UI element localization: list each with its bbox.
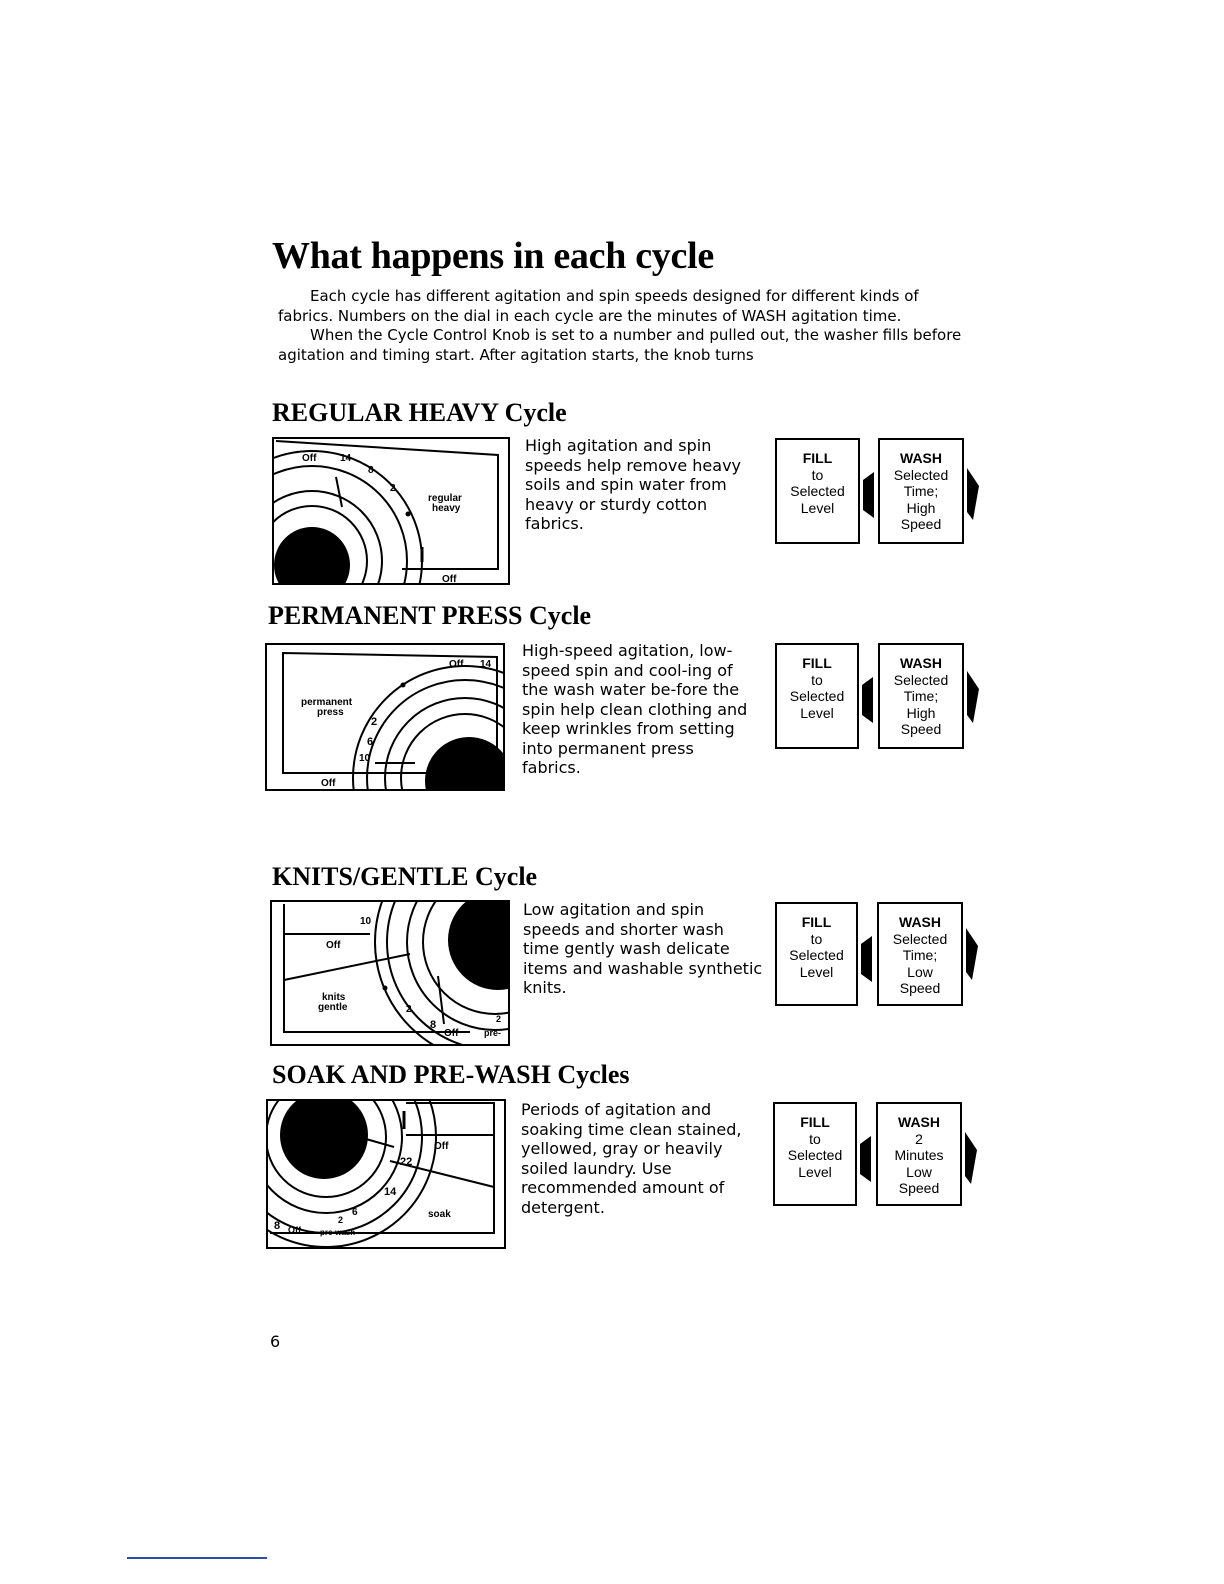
dial-label-2: 2 (338, 1215, 344, 1225)
regular-heavy-heading: REGULAR HEAVY Cycle (272, 398, 567, 427)
arrow-right-icon (965, 671, 981, 723)
fill-step-box: FILL to Selected Level (775, 902, 858, 1006)
dial-label-off: Off (326, 940, 341, 951)
soak-prewash-description: Periods of agitation and soaking time clean stained, yellowed, gray or heavily soiled laundry. Use recommended amount of detergent. (521, 1100, 742, 1217)
soak-prewash-heading: SOAK AND PRE-WASH Cycles (272, 1060, 630, 1089)
intro-paragraph-1: Each cycle has different agitation and spin speeds designed for different kinds of fabrics. Numbers on the dial in each cycle are the minutes of WASH agitation time. (278, 287, 919, 325)
dial-label-pre: pre- (484, 1028, 502, 1038)
dial-label-14: 14 (480, 659, 492, 670)
dial-label-2: 2 (390, 483, 396, 494)
dial-label-8: 8 (368, 465, 374, 476)
dial-label-off-top: Off (449, 659, 464, 670)
dial-label-10: 10 (360, 916, 372, 927)
dial-label-off: Off (434, 1141, 449, 1152)
dial-label-press: press (317, 707, 344, 718)
dial-label-regular: regular (428, 493, 462, 504)
arrow-right-icon (965, 468, 981, 520)
arrow-right-icon (860, 677, 876, 723)
wash-step-box: WASH Selected Time; High Speed (878, 643, 964, 749)
dial-label-heavy: heavy (432, 503, 461, 514)
dial-label-prewash: pre-wash (320, 1228, 356, 1237)
permanent-press-heading: PERMANENT PRESS Cycle (268, 601, 592, 630)
arrow-right-icon (964, 928, 980, 980)
fill-step-box: FILL to Selected Level (775, 643, 859, 749)
permanent-press-description: High-speed agitation, low-speed spin and cool-ing of the wash water be-fore the spin help clean clothing and keep wrinkles from setting into permanent press fabrics. (522, 641, 748, 777)
dial-label-soak: soak (428, 1209, 451, 1220)
dial-label-permanent: permanent (301, 697, 353, 708)
wash-step-box: WASH Selected Time; High Speed (878, 438, 964, 544)
dial-label-14: 14 (340, 453, 352, 464)
dial-label-knits: knits (322, 992, 346, 1003)
regular-heavy-description: High agitation and spin speeds help remove heavy soils and spin water from heavy or sturdy cotton fabrics. (525, 436, 741, 533)
dial-label-2: 2 (371, 716, 378, 728)
page-number: 6 (270, 1332, 281, 1351)
dial-label-gentle: gentle (318, 1002, 348, 1013)
dial-label-6: 6 (367, 736, 374, 748)
knits-gentle-dial-illustration (270, 900, 510, 1046)
arrow-right-icon (861, 472, 877, 518)
regular-heavy-dial-illustration (272, 437, 510, 585)
permanent-press-dial-illustration (265, 643, 505, 791)
arrow-right-icon (963, 1132, 979, 1184)
dial-label-14: 14 (384, 1186, 397, 1198)
intro-paragraph-2: When the Cycle Control Knob is set to a number and pulled out, the washer fills before agitation and timing start. After agitation starts, the knob turns (278, 326, 962, 364)
arrow-right-icon (859, 936, 875, 982)
soak-prewash-dial-illustration (266, 1099, 506, 1249)
footer-rule (127, 1557, 267, 1559)
fill-step-box: FILL to Selected Level (773, 1102, 857, 1206)
dial-label-10: 10 (359, 753, 371, 764)
dial-label-off-bottom: Off (442, 574, 457, 585)
wash-step-box: WASH 2 Minutes Low Speed (876, 1102, 962, 1206)
dial-label-6: 6 (352, 1207, 358, 1218)
page-title: What happens in each cycle (272, 235, 714, 277)
dial-label-off-top: Off (302, 453, 317, 464)
fill-step-box: FILL to Selected Level (775, 438, 860, 544)
knits-gentle-description: Low agitation and spin speeds and shorter wash time gently wash delicate items and washable synthetic knits. (523, 900, 763, 997)
dial-label-off-bottom: Off (444, 1028, 459, 1039)
arrow-right-icon (858, 1136, 874, 1182)
dial-label-off-bottom: Off (321, 778, 336, 789)
dial-label-22: 22 (400, 1156, 413, 1168)
dial-label-8: 8 (274, 1220, 281, 1232)
dial-label-8: 8 (430, 1019, 437, 1031)
wash-step-box: WASH Selected Time; Low Speed (877, 902, 963, 1006)
dial-label-2: 2 (406, 1004, 412, 1015)
knits-gentle-heading: KNITS/GENTLE Cycle (272, 862, 538, 891)
dial-label-off-bottom: Off (288, 1225, 301, 1235)
dial-label-2-small: 2 (496, 1014, 502, 1024)
intro-text (278, 287, 963, 365)
